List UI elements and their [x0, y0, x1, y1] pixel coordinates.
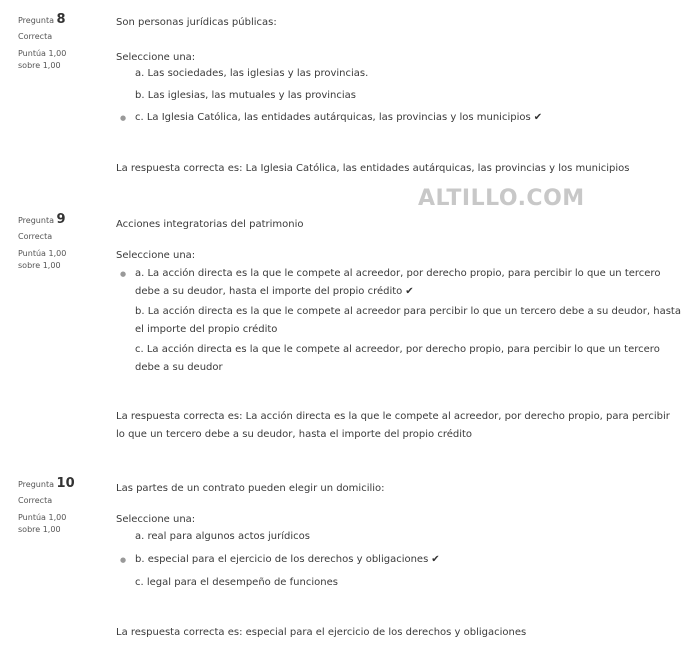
- check-icon: ✔: [533, 112, 543, 123]
- question-grade-total: sobre 1,00: [18, 525, 61, 534]
- question-state: Correcta: [18, 232, 53, 241]
- option-text: b. Las iglesias, las mutuales y las provincias: [135, 90, 357, 101]
- question-info: [18, 478, 108, 536]
- option-text: c. La Iglesia Católica, las entidades autárquicas, las provincias y los municipios: [135, 112, 531, 123]
- right-answer: La respuesta correcta es: especial para el ejercicio de los derechos y obligaciones: [116, 627, 527, 638]
- question-number: 10: [56, 476, 75, 491]
- radio-icon[interactable]: ●: [120, 556, 127, 564]
- question-grade-total: sobre 1,00: [18, 61, 61, 70]
- option-text: a. La acción directa es la que le compete al acreedor, por derecho propio, para percibir lo que un tercero debe a su deudor, hasta el importe del propio crédito: [135, 268, 661, 297]
- watermark: ALTILLO.COM: [418, 186, 585, 211]
- select-prompt: Seleccione una:: [116, 514, 196, 525]
- question-state: Correcta: [18, 32, 53, 41]
- question-info: [18, 214, 108, 272]
- select-prompt: Seleccione una:: [116, 250, 196, 261]
- check-icon: ✔: [405, 286, 414, 297]
- radio-icon[interactable]: ●: [120, 114, 127, 122]
- radio-icon[interactable]: ●: [120, 270, 127, 278]
- check-icon: ✔: [431, 554, 440, 565]
- option-text: b. La acción directa es la que le compete al acreedor para percibir lo que un tercero debe a su deudor, hasta el importe del propio crédito: [135, 306, 681, 335]
- question-label: Pregunta: [18, 16, 54, 25]
- question-number: 8: [56, 12, 66, 27]
- answer-option-a[interactable]: [116, 528, 682, 546]
- question-grade: Puntúa 1,00: [18, 513, 67, 522]
- question-label: Pregunta: [18, 480, 54, 489]
- question-info: [18, 14, 108, 72]
- option-text: a. Las sociedades, las iglesias y las provincias.: [135, 68, 369, 79]
- right-answer: La respuesta correcta es: La acción directa es la que le compete al acreedor, por derecho propio, para percibir lo que un tercero debe a su deudor, hasta el importe del propio crédito: [116, 411, 670, 440]
- option-text: b. especial para el ejercicio de los derechos y obligaciones: [135, 554, 429, 565]
- answer-option-a[interactable]: [116, 265, 682, 301]
- option-text: c. La acción directa es la que le compete al acreedor, por derecho propio, para percibir lo que un tercero debe a su deudor: [135, 344, 660, 373]
- question-grade: Puntúa 1,00: [18, 249, 67, 258]
- question-label: Pregunta: [18, 216, 54, 225]
- answer-option-a[interactable]: [116, 65, 682, 83]
- answer-option-c[interactable]: [116, 574, 682, 592]
- select-prompt: Seleccione una:: [116, 52, 196, 63]
- option-text: a. real para algunos actos jurídicos: [135, 531, 310, 542]
- question-state: Correcta: [18, 496, 53, 505]
- answer-option-b[interactable]: [116, 303, 682, 339]
- question-text: Son personas jurídicas públicas:: [116, 17, 277, 28]
- answer-option-b[interactable]: [116, 551, 682, 569]
- answer-option-b[interactable]: [116, 87, 682, 105]
- question-grade: Puntúa 1,00: [18, 49, 67, 58]
- question-number: 9: [56, 212, 66, 227]
- option-text: c. legal para el desempeño de funciones: [135, 577, 338, 588]
- question-grade-total: sobre 1,00: [18, 261, 61, 270]
- question-text: Las partes de un contrato pueden elegir un domicilio:: [116, 483, 385, 494]
- answer-option-c[interactable]: [116, 341, 682, 377]
- question-text: Acciones integratorias del patrimonio: [116, 219, 304, 230]
- answer-option-c[interactable]: [116, 109, 682, 127]
- right-answer: La respuesta correcta es: La Iglesia Católica, las entidades autárquicas, las provincias y los municipios: [116, 163, 630, 174]
